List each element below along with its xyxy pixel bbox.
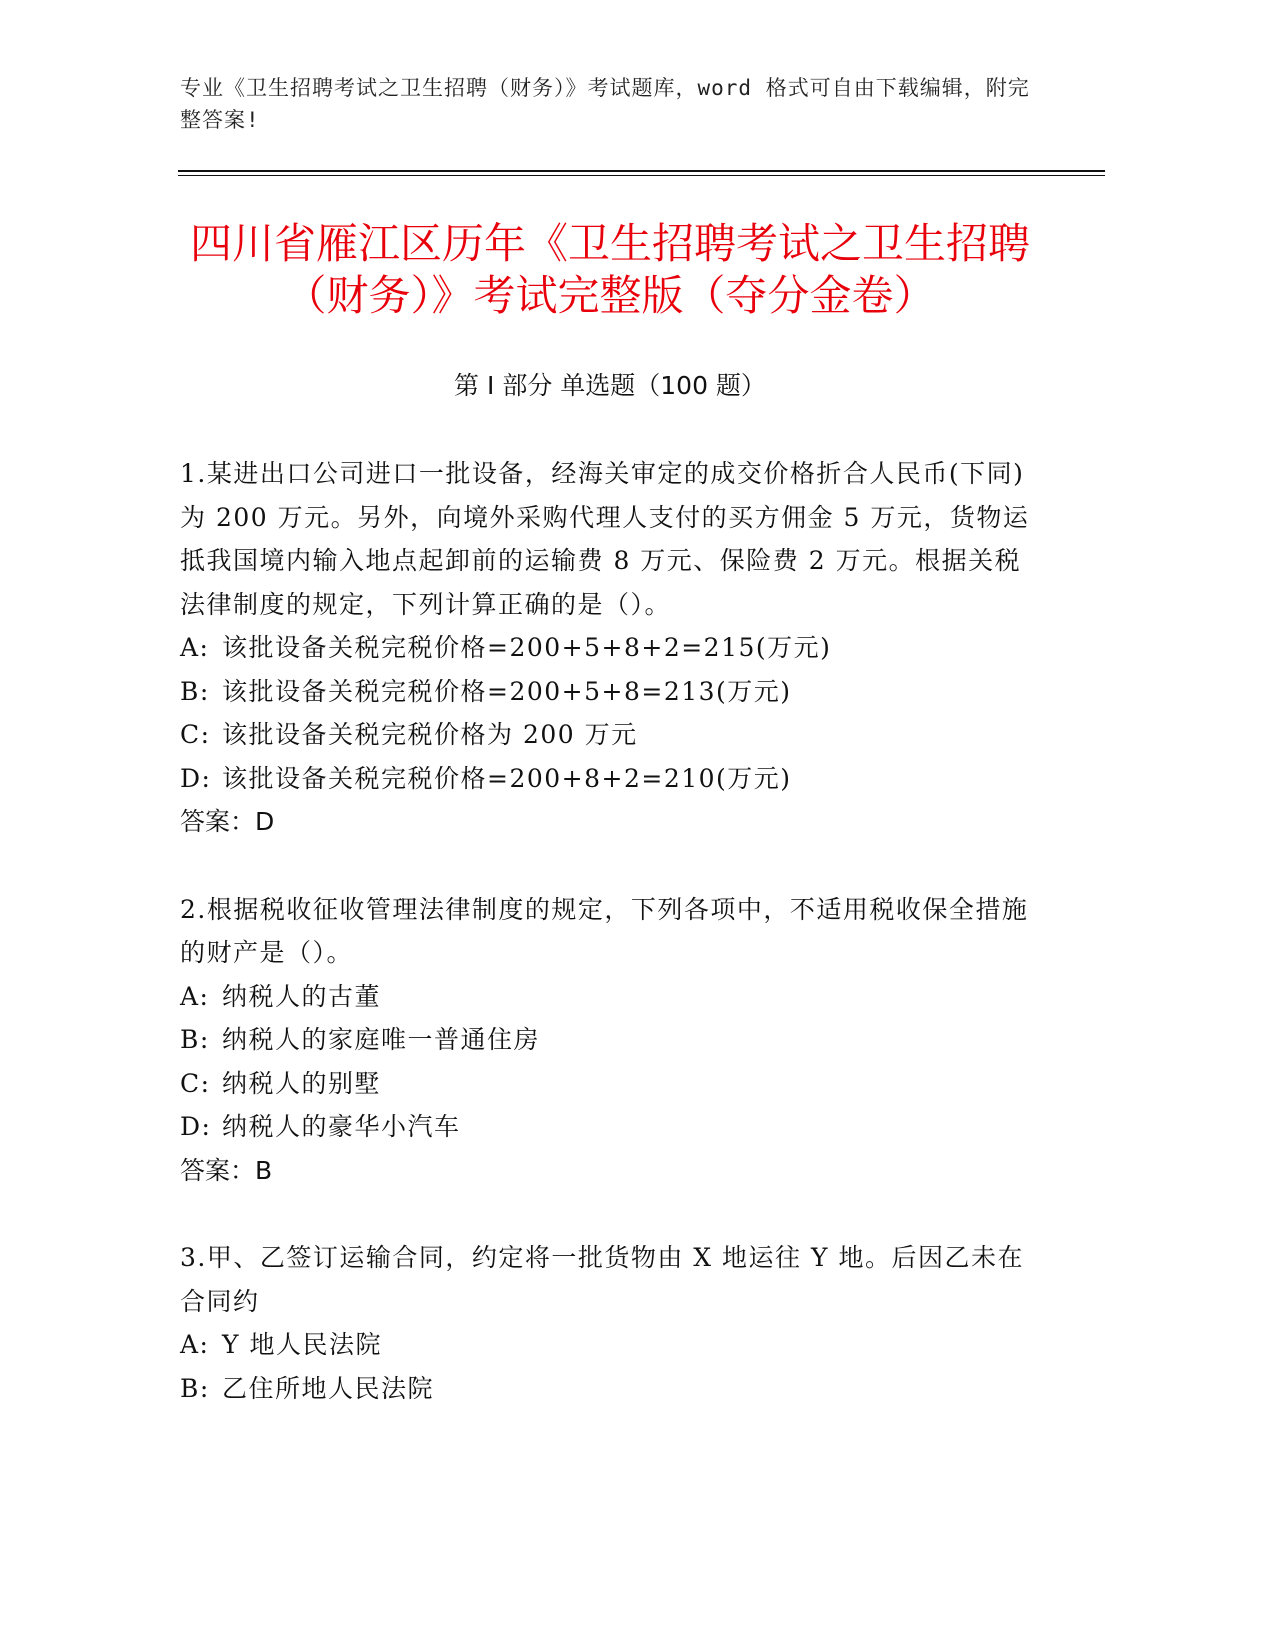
section-heading: 第 I 部分 单选题（100 题） [454,371,766,400]
question-3 [180,1236,1040,1410]
question-answer: 答案：B [180,1155,273,1185]
option-text: 该批设备关税完税价格=200+8+2=210(万元) [222,763,792,793]
question-1 [180,452,1040,844]
question-stem: 3.甲、乙签订运输合同，约定将一批货物由 X 地运往 Y 地。后因乙未在合同约 [180,1243,1024,1316]
option-text: 乙住所地人民法院 [222,1373,435,1403]
option-c [180,1062,1040,1106]
option-text: 该批设备关税完税价格=200+5+8+2=215(万元) [222,633,832,662]
option-text: 该批设备关税完税价格为 200 万元 [222,720,638,749]
option-d [180,1105,1040,1149]
option-letter: B: [180,1373,210,1403]
question-answer: 答案：D [180,807,275,836]
option-text: Y 地人民法院 [222,1330,382,1359]
header-rule-thin [178,175,1105,176]
option-text: 纳税人的别墅 [222,1068,382,1098]
option-letter: A: [180,633,210,662]
question-stem: 1.某进出口公司进口一批设备，经海关审定的成交价格折合人民币(下同)为 200 万元。另外，向境外采购代理人支付的买方佣金 5 万元，货物运抵我国境内输入地点起卸前的运输费 8 万元、保险费 2 万元。根据关税法律制度的规定，下列计算正确的是（）。 [180,459,1030,619]
header-rule-thick [178,170,1105,172]
option-b [180,670,1040,714]
option-text: 纳税人的豪华小汽车 [222,1112,461,1141]
option-a [180,626,1040,670]
option-d [180,757,1040,801]
option-letter: D: [180,763,212,793]
question-stem: 2.根据税收征收管理法律制度的规定，下列各项中，不适用税收保全措施的财产是（）。 [180,894,1029,967]
option-letter: B: [180,1025,210,1054]
option-letter: A: [180,1330,210,1359]
option-letter: C: [180,1068,211,1098]
document-title: 四川省雁江区历年《卫生招聘考试之卫生招聘（财务）》考试完整版（夺分金卷） [189,219,1030,320]
header-note: 专业《卫生招聘考试之卫生招聘（财务）》考试题库，word 格式可自由下载编辑，附完整答案! [180,76,1030,132]
question-2 [180,888,1040,1193]
option-b [180,1018,1040,1062]
option-text: 纳税人的古董 [222,981,382,1011]
option-text: 纳税人的家庭唯一普通住房 [222,1025,541,1054]
question-list [180,452,1040,1454]
option-letter: A: [180,981,210,1011]
option-c [180,713,1040,757]
option-a [180,1323,1040,1367]
option-b [180,1367,1040,1411]
option-letter: C: [180,720,211,749]
option-text: 该批设备关税完税价格=200+5+8=213(万元) [222,676,792,706]
option-a [180,975,1040,1019]
option-letter: D: [180,1112,212,1141]
option-letter: B: [180,676,210,706]
